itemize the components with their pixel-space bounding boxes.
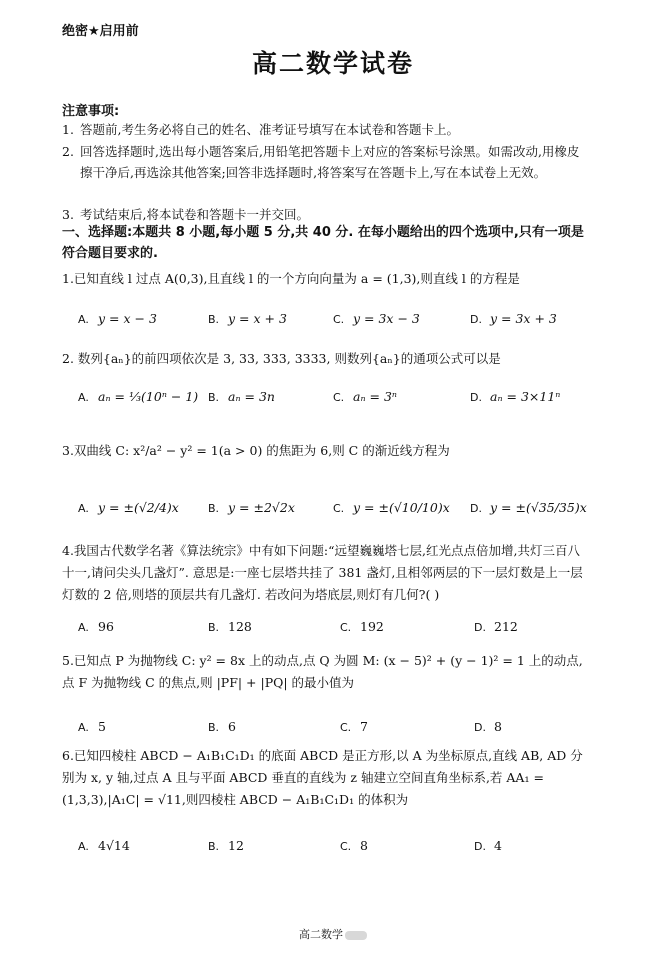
option-text: 12 (228, 838, 244, 853)
option-b (208, 719, 236, 734)
page-footer (0, 926, 666, 942)
option-label: C. (333, 391, 345, 404)
option-d (474, 719, 502, 734)
option-d (474, 838, 502, 853)
option-label: A. (78, 391, 89, 404)
confidential-label: 绝密★启用前 (62, 24, 139, 39)
notice-item (62, 119, 582, 140)
option-c (333, 500, 450, 515)
option-label: B. (208, 391, 220, 404)
option-label: B. (208, 840, 220, 853)
notice-heading: 注意事项: (62, 104, 120, 119)
option-label: B. (208, 313, 220, 326)
question-5 (62, 650, 592, 694)
option-text: 7 (360, 719, 368, 734)
question-3 (62, 440, 592, 462)
option-b (208, 838, 244, 853)
option-label: D. (474, 840, 486, 853)
smudge-mark (345, 931, 367, 940)
option-label: A. (78, 840, 89, 853)
option-text: 5 (98, 719, 106, 734)
option-text: 4 (494, 838, 502, 853)
question-stem: 4.我国古代数学名著《算法统宗》中有如下问题:“远望巍巍塔七层,红光点点倍加增,共灯三百八十一,请问尖头几盏灯”. 意思是:一座七层塔共挂了 381 盏灯,且相邻两层的下一层灯数是上一层灯数的 2 倍,则塔的顶层共有几盏灯. 若改问为塔底层,则灯有几何?( ) (62, 543, 583, 602)
notice-text: 答题前,考生务必将自己的姓名、准考证号填写在本试卷和答题卡上。 (80, 122, 459, 137)
question-stem: 3.双曲线 C: x²/a² − y² = 1(a > 0) 的焦距为 6,则 C 的渐近线方程为 (62, 443, 450, 458)
option-label: C. (333, 313, 345, 326)
question-stem: 5.已知点 P 为抛物线 C: y² = 8x 上的动点,点 Q 为圆 M: (x − 5)² + (y − 1)² = 1 上的动点,点 F 为抛物线 C 的焦点,则 |PF| + |PQ| 的最小值为 (62, 653, 583, 690)
question-stem: 2. 数列{aₙ}的前四项依次是 3, 33, 333, 3333, 则数列{aₙ}的通项公式可以是 (62, 351, 501, 366)
option-text: 6 (228, 719, 236, 734)
option-label: B. (208, 721, 220, 734)
option-text: y = 3x − 3 (353, 311, 420, 326)
option-b (208, 500, 295, 515)
page-title: 高二数学试卷 (251, 49, 414, 78)
notice-number: 1. (62, 122, 74, 137)
option-text: 8 (360, 838, 368, 853)
notice-number: 2. (62, 144, 74, 159)
option-text: y = x + 3 (228, 311, 287, 326)
option-text: y = ±2√2x (228, 500, 295, 515)
option-a (78, 838, 130, 853)
option-c (340, 619, 384, 634)
option-label: A. (78, 313, 89, 326)
option-text: y = 3x + 3 (490, 311, 557, 326)
option-text: 4√14 (98, 838, 130, 853)
option-c (333, 311, 420, 326)
option-a (78, 619, 114, 634)
option-label: D. (470, 313, 482, 326)
notice-text: 考试结束后,将本试卷和答题卡一并交回。 (80, 207, 309, 222)
option-label: A. (78, 502, 89, 515)
option-d (470, 389, 560, 404)
option-text: y = ±(√10/10)x (353, 500, 450, 515)
question-2 (62, 348, 592, 370)
option-label: A. (78, 721, 89, 734)
option-b (208, 311, 287, 326)
option-text: y = ±(√2/4)x (98, 500, 179, 515)
section-text: 一、选择题:本题共 8 小题,每小题 5 分,共 40 分. 在每小题给出的四个选项中,只有一项是符合题目要求的. (62, 225, 584, 261)
option-text: aₙ = ⅓(10ⁿ − 1) (98, 389, 199, 404)
notice-number: 3. (62, 207, 74, 222)
option-text: 96 (98, 619, 114, 634)
question-1 (62, 268, 592, 290)
option-label: C. (340, 621, 352, 634)
option-label: D. (470, 502, 482, 515)
option-text: y = ±(√35/35)x (490, 500, 587, 515)
option-label: D. (470, 391, 482, 404)
option-c (340, 719, 368, 734)
option-text: aₙ = 3×11ⁿ (490, 389, 561, 404)
option-b (208, 619, 252, 634)
option-c (333, 389, 397, 404)
option-d (470, 311, 557, 326)
option-a (78, 500, 179, 515)
option-text: 212 (494, 619, 518, 634)
option-label: B. (208, 502, 220, 515)
section-heading (62, 222, 587, 264)
question-4 (62, 540, 592, 606)
option-c (340, 838, 368, 853)
option-text: 192 (360, 619, 384, 634)
option-a (78, 311, 157, 326)
question-6 (62, 745, 592, 811)
footer-text: 高二数学 (299, 928, 343, 941)
option-label: C. (340, 721, 352, 734)
option-text: y = x − 3 (98, 311, 157, 326)
notice-item (62, 141, 582, 183)
option-d (474, 619, 518, 634)
option-label: D. (474, 721, 486, 734)
option-label: D. (474, 621, 486, 634)
option-a (78, 389, 198, 404)
option-label: A. (78, 621, 89, 634)
option-d (470, 500, 587, 515)
notice-text: 回答选择题时,选出每小题答案后,用铅笔把答题卡上对应的答案标号涂黑。如需改动,用橡皮擦干净后,再选涂其他答案;回答非选择题时,将答案写在答题卡上,写在本试卷上无效。 (80, 144, 580, 180)
option-text: 128 (228, 619, 252, 634)
question-stem: 1.已知直线 l 过点 A(0,3),且直线 l 的一个方向向量为 a = (1,3),则直线 l 的方程是 (62, 271, 520, 286)
option-text: aₙ = 3ⁿ (353, 389, 397, 404)
option-label: C. (333, 502, 345, 515)
option-text: aₙ = 3n (228, 389, 275, 404)
option-a (78, 719, 106, 734)
option-label: B. (208, 621, 220, 634)
question-stem: 6.已知四棱柱 ABCD − A₁B₁C₁D₁ 的底面 ABCD 是正方形,以 A 为坐标原点,直线 AB, AD 分别为 x, y 轴,过点 A 且与平面 ABCD 垂直的直线为 z 轴建立空间直角坐标系,若 AA₁ = (1,3,3),|A₁C| = √11,则四棱柱 ABCD − A₁B₁C₁D₁ 的体积为 (62, 748, 583, 807)
option-label: C. (340, 840, 352, 853)
option-b (208, 389, 275, 404)
option-text: 8 (494, 719, 502, 734)
